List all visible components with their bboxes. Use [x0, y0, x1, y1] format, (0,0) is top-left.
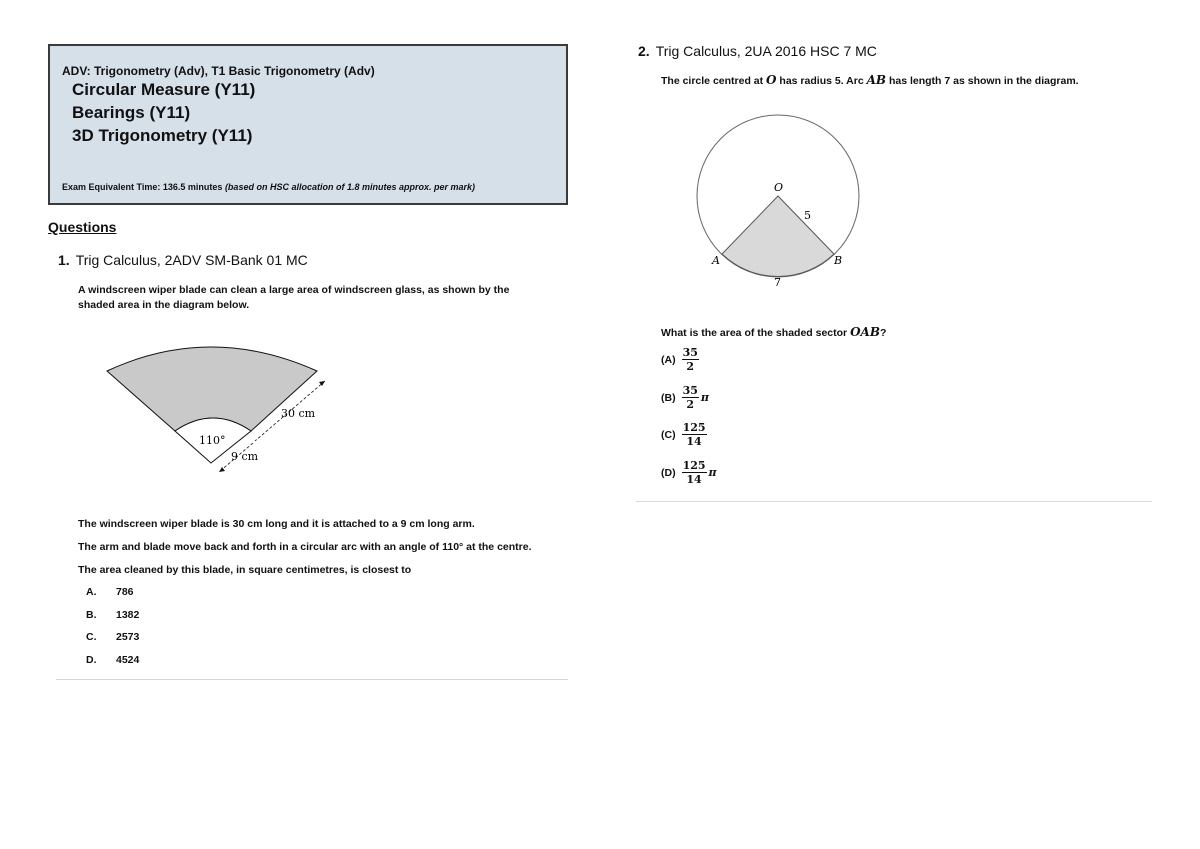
exam-time: [62, 182, 475, 192]
exam-time-value: 136.5 minutes: [162, 182, 223, 192]
numerator: 125: [682, 459, 706, 472]
denominator: 2: [686, 360, 695, 373]
point-b-label: B: [834, 254, 843, 267]
question-2-number: 2.: [638, 43, 650, 59]
option-value: 4524: [116, 654, 140, 666]
question-2-title: [638, 43, 877, 59]
subtopic-3d-trigonometry: 3D Trigonometry (Y11): [72, 126, 253, 145]
question-2-option-a[interactable]: [661, 346, 699, 373]
arm-arrow-bottom: [219, 467, 225, 472]
question-1-source: Trig Calculus, 2ADV SM-Bank 01 MC: [75, 252, 308, 268]
option-value: 2573: [116, 631, 140, 643]
question-1-title: [58, 252, 308, 268]
question-1-intro: A windscreen wiper blade can clean a large area of windscreen glass, as shown by the shaded area in the diagram below.: [78, 284, 510, 311]
question-2-option-b[interactable]: [661, 384, 709, 411]
topic-title: ADV: Trigonometry (Adv), T1 Basic Trigonometry (Adv): [62, 64, 375, 78]
pi-symbol: π: [708, 466, 717, 479]
question-1-text-3: The area cleaned by this blade, in square centimetres, is closest to: [78, 564, 412, 576]
option-letter: (C): [661, 428, 676, 441]
option-letter: D.: [86, 654, 97, 666]
question-1-divider: [56, 679, 568, 680]
option-letter: (D): [661, 466, 676, 479]
question-2-option-c[interactable]: [661, 421, 707, 448]
question-1-option-a[interactable]: [86, 586, 134, 598]
numerator: 125: [682, 421, 706, 434]
center-label: O: [774, 181, 784, 194]
question-1-option-b[interactable]: [86, 609, 139, 621]
subtopic-bearings: Bearings (Y11): [72, 103, 191, 122]
blade-length-label: 30 cm: [281, 407, 316, 420]
circle-diagram: [690, 108, 870, 293]
subtopic-circular-measure: Circular Measure (Y11): [72, 80, 256, 99]
option-letter: C.: [86, 631, 97, 643]
option-fraction: [682, 384, 699, 411]
option-fraction: [682, 421, 707, 448]
question-1-option-d[interactable]: [86, 654, 139, 666]
option-fraction: [682, 459, 707, 486]
denominator: 2: [686, 398, 695, 411]
question-1-option-c[interactable]: [86, 631, 139, 643]
question-2-option-d[interactable]: [661, 459, 717, 486]
option-letter: (A): [661, 353, 676, 366]
point-a-label: A: [712, 254, 720, 267]
intro-part-3: has length 7 as shown in the diagram.: [888, 75, 1079, 87]
question-2-intro: [661, 73, 1079, 89]
question-1-number: 1.: [58, 252, 70, 268]
intro-part-1: The circle centred at: [661, 75, 764, 87]
option-value: 786: [116, 586, 134, 598]
arc-length-label: 7: [774, 276, 781, 289]
numerator: 35: [682, 346, 698, 359]
arm-length-label: 9 cm: [231, 450, 259, 463]
denominator: 14: [686, 473, 702, 486]
question-oab: OAB: [850, 325, 880, 339]
pi-symbol: π: [700, 391, 709, 404]
question-part-2: ?: [879, 327, 887, 339]
denominator: 14: [686, 435, 702, 448]
exam-time-label: Exam Equivalent Time:: [62, 182, 161, 192]
option-fraction: [682, 346, 699, 373]
wiper-diagram: [95, 335, 345, 480]
numerator: 35: [682, 384, 698, 397]
option-letter: (B): [661, 391, 676, 404]
exam-time-note: (based on HSC allocation of 1.8 minutes approx. per mark): [224, 182, 475, 192]
radius-label: 5: [804, 209, 811, 222]
question-1-text-2: The arm and blade move back and forth in a circular arc with an angle of 110° at the centre.: [78, 541, 532, 553]
question-part-1: What is the area of the shaded sector: [661, 327, 848, 339]
angle-label: 110°: [199, 434, 226, 447]
shaded-sector-oab: [722, 196, 834, 276]
intro-ab: AB: [866, 73, 887, 87]
question-2-source: Trig Calculus, 2UA 2016 HSC 7 MC: [655, 43, 877, 59]
question-1-text-1: The windscreen wiper blade is 30 cm long and it is attached to a 9 cm long arm.: [78, 518, 475, 530]
question-2-divider: [636, 501, 1152, 502]
questions-heading: Questions: [48, 219, 117, 235]
intro-o: O: [766, 73, 777, 87]
option-letter: A.: [86, 586, 97, 598]
intro-part-2: has radius 5. Arc: [779, 75, 864, 87]
topic-header-box: [48, 44, 568, 205]
option-value: 1382: [116, 609, 140, 621]
option-letter: B.: [86, 609, 97, 621]
question-2-question: [661, 325, 886, 341]
